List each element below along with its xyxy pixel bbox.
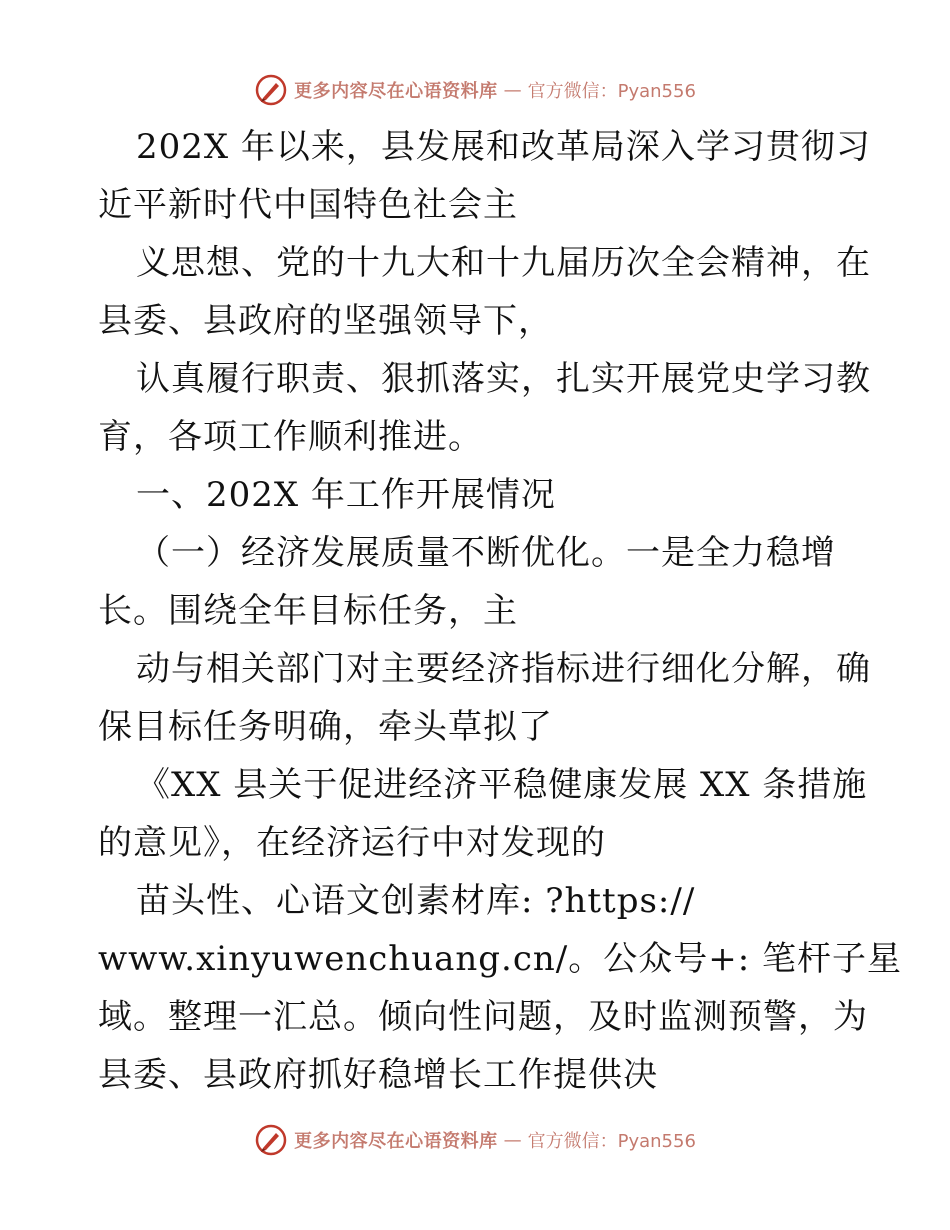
text-line: 一、202X 年工作开展情况 — [136, 475, 556, 515]
watermark-separator: — — [503, 79, 522, 101]
text-line: 认真履行职责、狠抓落实，扎实开展党史学习教 — [136, 359, 871, 399]
pen-logo-icon — [254, 1123, 288, 1157]
watermark-text: 更多内容尽在心语资料库 — [294, 1131, 498, 1152]
text-line: 保目标任务明确，牵头草拟了 — [98, 707, 553, 747]
text-line: 县委、县政府的坚强领导下， — [98, 301, 553, 341]
watermark-text: 更多内容尽在心语资料库 — [294, 81, 498, 102]
text-line: 长。围绕全年目标任务，主 — [98, 591, 518, 631]
text-line: 的意见》，在经济运行中对发现的 — [98, 823, 606, 863]
text-line: 近平新时代中国特色社会主 — [98, 185, 518, 225]
watermark-wechat: 官方微信：Pyan556 — [527, 1131, 696, 1152]
text-line: www.xinyuwenchuang.cn/。公众号+: 笔杆子星 — [98, 939, 902, 979]
text-line: （一）经济发展质量不断优化。一是全力稳增 — [136, 533, 836, 573]
watermark-wechat: 官方微信：Pyan556 — [527, 81, 696, 102]
text-line: 域。整理一汇总。倾向性问题，及时监测预警，为 — [98, 997, 868, 1037]
text-line: 动与相关部门对主要经济指标进行细化分解，确 — [136, 649, 871, 689]
text-line: 县委、县政府抓好稳增长工作提供决 — [98, 1055, 658, 1095]
text-line: 义思想、党的十九大和十九届历次全会精神，在 — [136, 243, 871, 283]
watermark-separator: — — [503, 1129, 522, 1151]
document-body — [98, 118, 902, 1104]
text-line: 《XX 县关于促进经济平稳健康发展 XX 条措施 — [136, 765, 868, 805]
text-line: 苗头性、心语文创素材库: ?https:// — [136, 881, 696, 921]
pen-logo-icon — [254, 73, 288, 107]
header-watermark-banner — [0, 70, 950, 110]
text-line: 育，各项工作顺利推进。 — [98, 417, 483, 457]
footer-watermark-banner — [0, 1120, 950, 1160]
text-line: 202X 年以来，县发展和改革局深入学习贯彻习 — [136, 127, 871, 167]
